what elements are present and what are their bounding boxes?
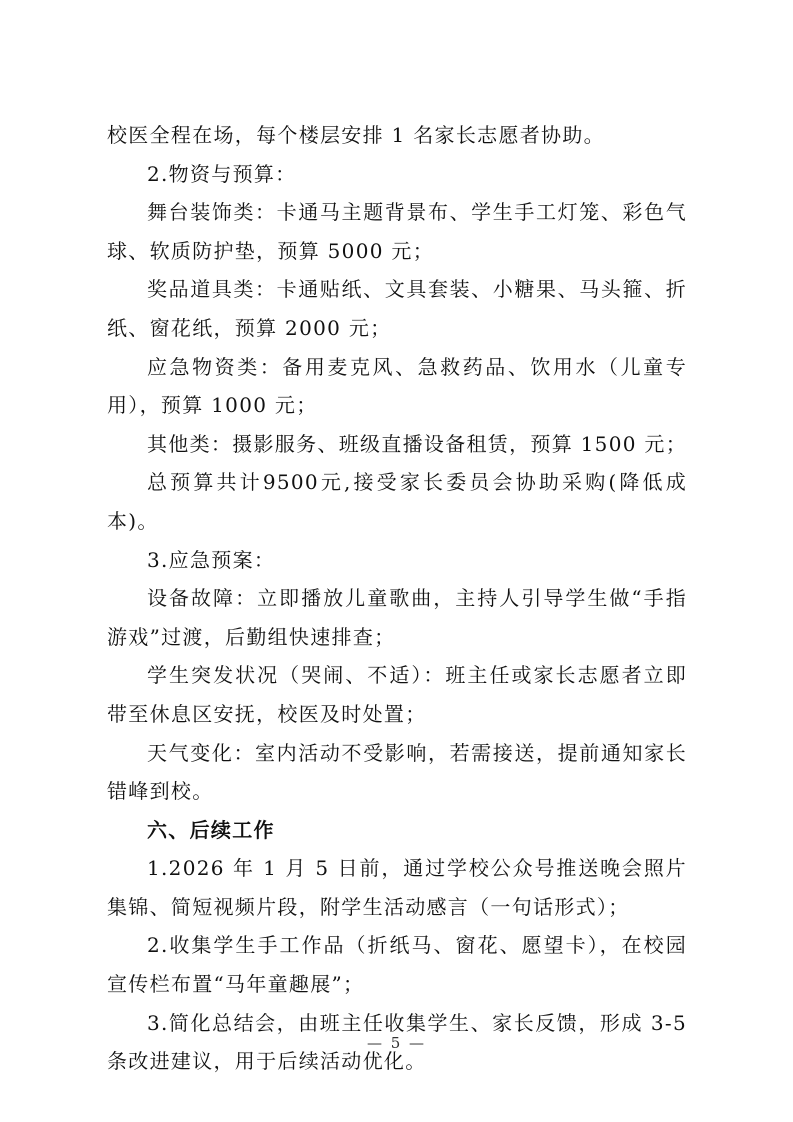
paragraph: 1.2026 年 1 月 5 日前，通过学校公众号推送晚会照片集锦、简短视频片段，附学生活动感言（一句话形式）；: [107, 856, 687, 919]
document-body: [107, 116, 687, 1081]
paragraph: 应急物资类：备用麦克风、急救药品、饮用水（儿童专用），预算 1000 元；: [107, 354, 687, 418]
paragraph: 天气变化：室内活动不受影响，若需接送，提前通知家长错峰到校。: [107, 740, 687, 804]
paragraph: 总预算共计9500元,接受家长委员会协助采购(降低成本)。: [107, 470, 687, 533]
section-heading: 六、后续工作: [147, 817, 275, 842]
paragraph: 3.应急预案：: [147, 547, 276, 572]
paragraph: 2.物资与预算：: [147, 161, 297, 186]
paragraph: 学生突发状况（哭闹、不适）：班主任或家长志愿者立即带至休息区安抚，校医及时处置；: [107, 663, 687, 726]
paragraph: 舞台装饰类：卡通马主题背景布、学生手工灯笼、彩色气球、软质防护垫，预算 5000 元；: [107, 200, 687, 263]
page-number: — 5 —: [366, 1034, 427, 1052]
paragraph: 其他类：摄影服务、班级直播设备租赁，预算 1500 元；: [147, 431, 688, 456]
paragraph: 设备故障：立即播放儿童歌曲，主持人引导学生做“手指游戏”过渡，后勤组快速排查；: [107, 586, 687, 649]
paragraph: 3.简化总结会，由班主任收集学生、家长反馈，形成 3-5 条改进建议，用于后续活动优化。: [107, 1010, 687, 1074]
paragraph: 2.收集学生手工作品（折纸马、窗花、愿望卡），在校园宣传栏布置“马年童趣展”；: [107, 933, 687, 997]
paragraph: 校医全程在场，每个楼层安排 1 名家长志愿者协助。: [107, 123, 605, 147]
paragraph: 奖品道具类：卡通贴纸、文具套装、小糖果、马头箍、折纸、窗花纸，预算 2000 元；: [107, 277, 687, 340]
